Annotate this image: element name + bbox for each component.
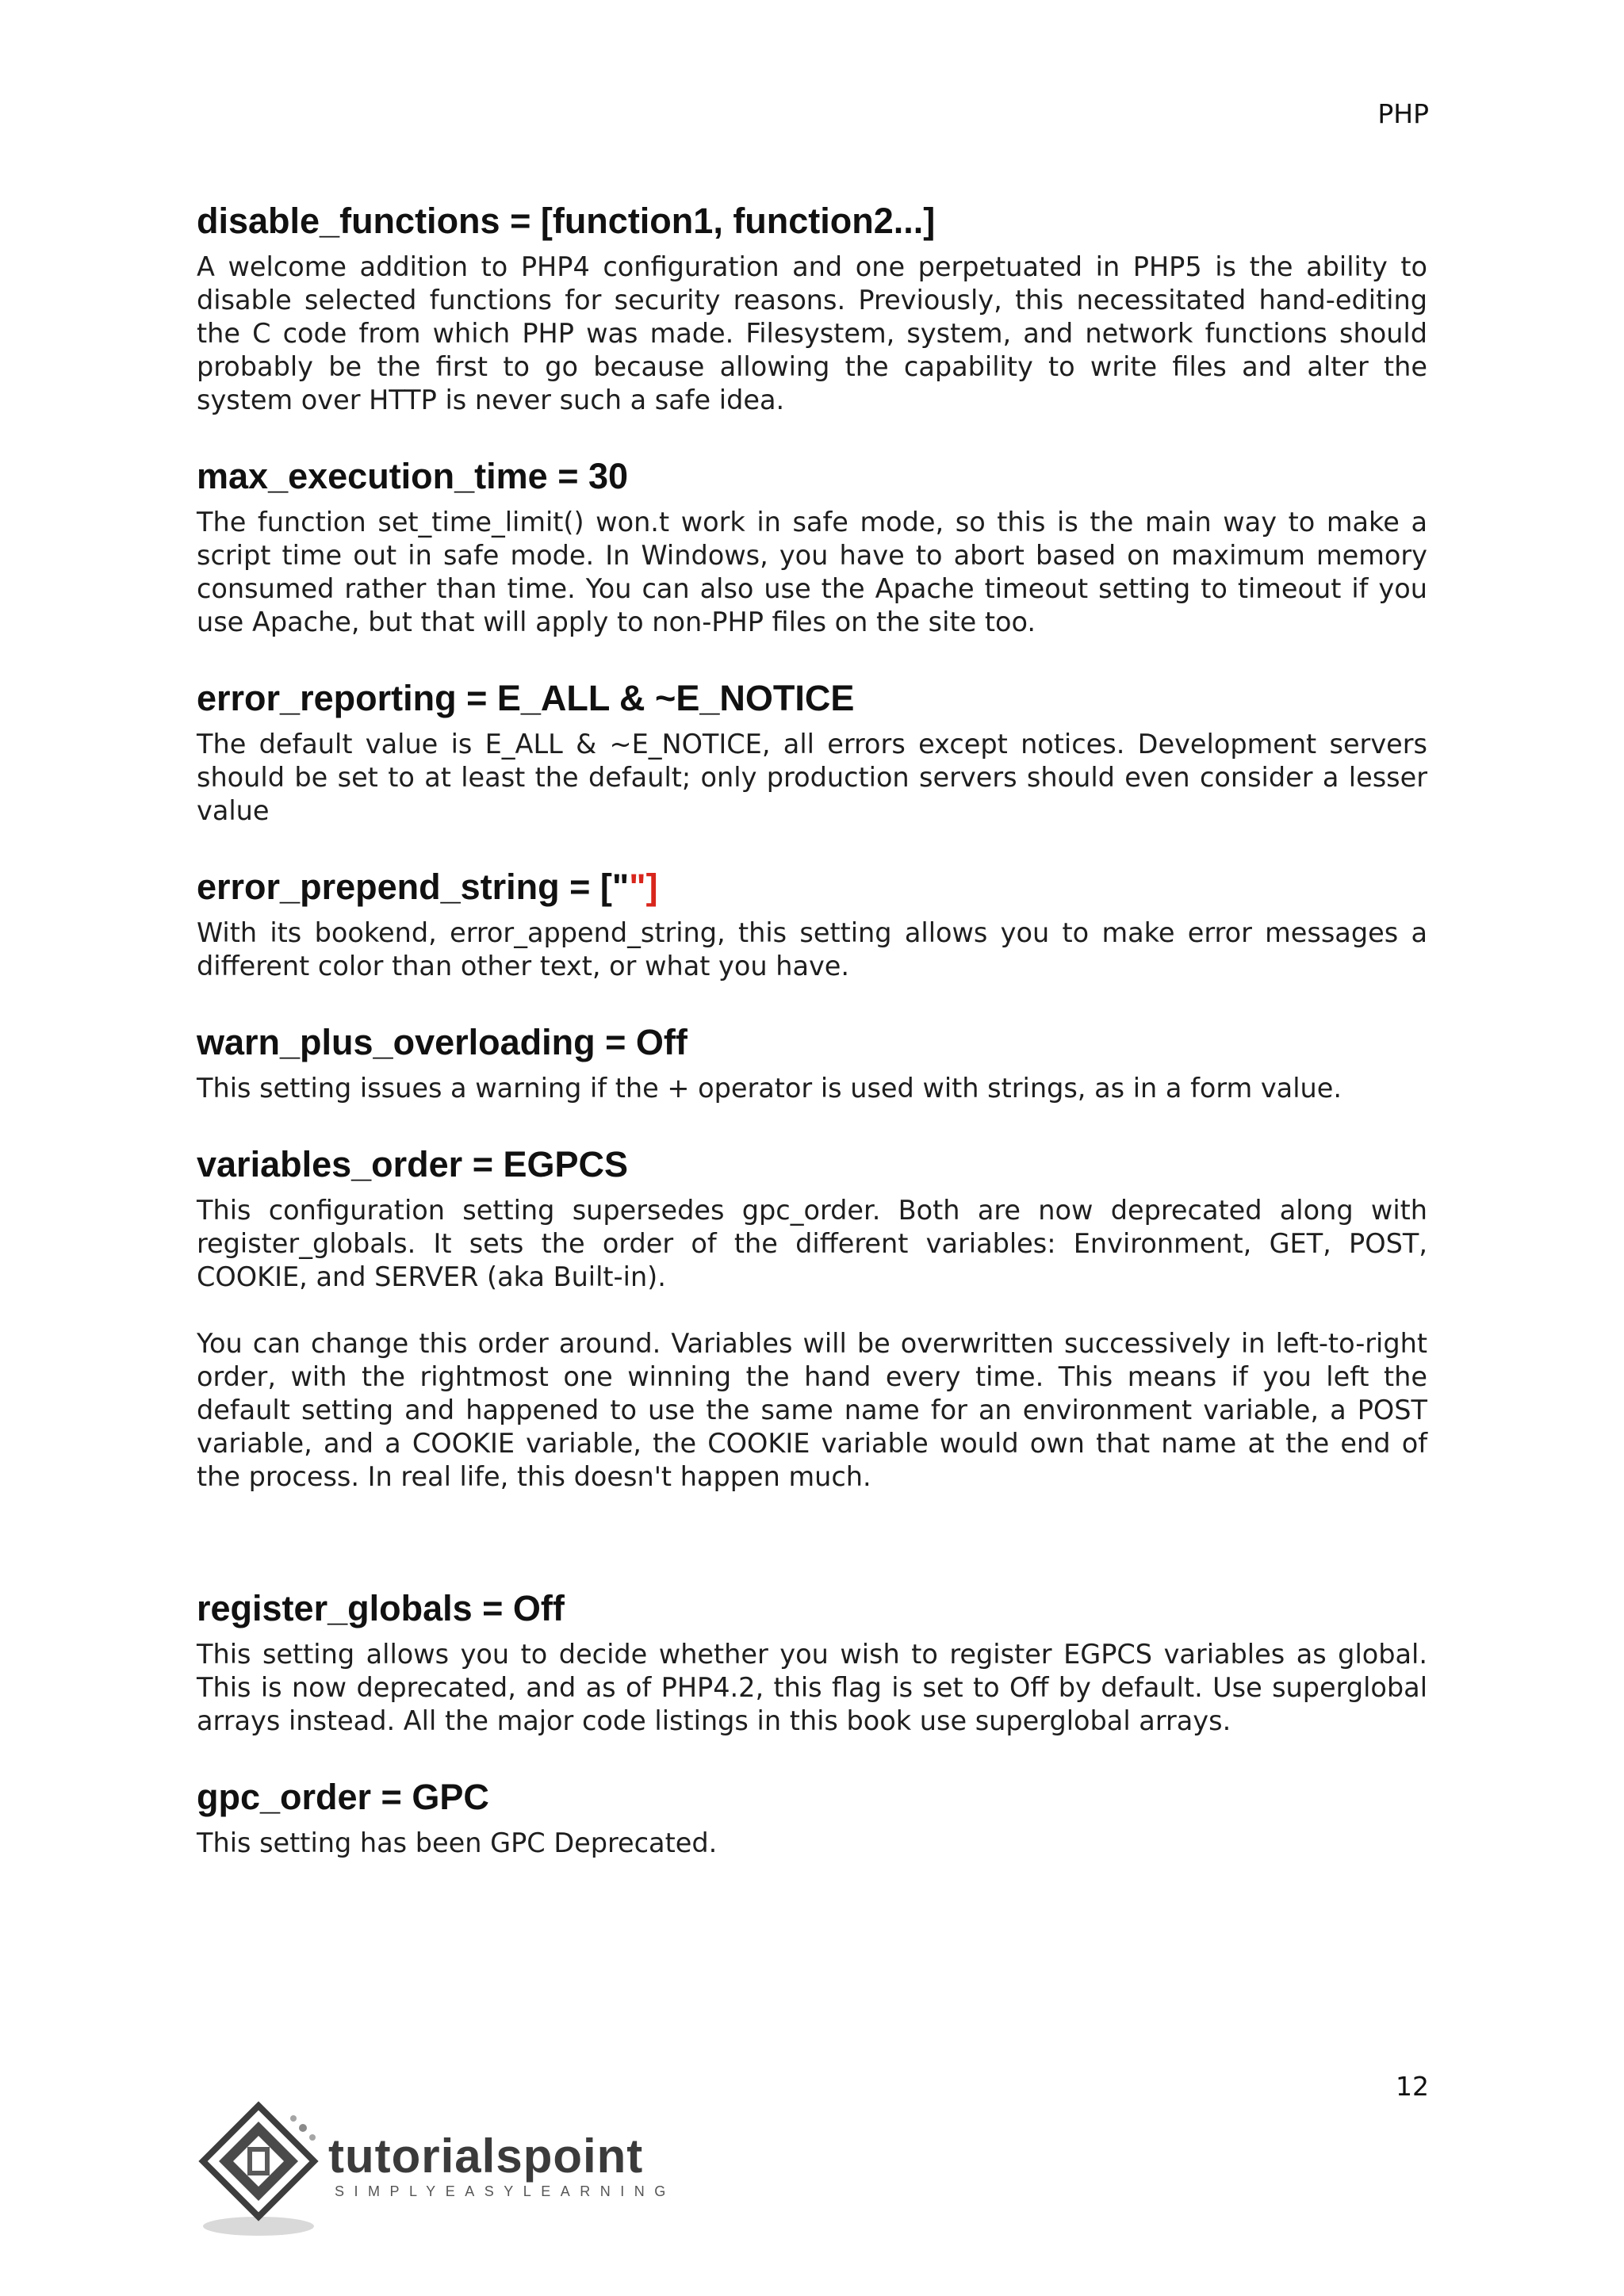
paragraph-spacer (197, 1294, 1427, 1327)
section-warn-plus-overloading (197, 1021, 1427, 1105)
section-paragraph: This setting has been GPC Deprecated. (197, 1827, 718, 1858)
section-paragraph: You can change this order around. Variables will be overwritten successively in left-to-right order, with the rightmost one winning the hand every time. This means if you left the default setting and happened to use the same name for an environment variable, a POST variable, and a COOKIE variable, the COOKIE variable would own that name at the end of the process. In real life, this doesn't happen much. (197, 1328, 1427, 1492)
section-disable-functions (197, 200, 1427, 417)
section-paragraph: This configuration setting supersedes gpc_order. Both are now deprecated along with register_globals. It sets the order of the different variables: Environment, GET, POST, COOKIE, and SERVER (aka Built-in). (197, 1195, 1427, 1292)
section-register-globals (197, 1587, 1427, 1738)
section-variables-order (197, 1143, 1427, 1549)
heading-red-suffix: "] (629, 867, 658, 907)
section-paragraph: A welcome addition to PHP4 configuration and one perpetuated in PHP5 is the ability to disable selected functions for security reasons. Previously, this necessitated hand-editing the C code from which PHP was made. Filesystem, system, and network functions should probably be the first to go because allowing the capability to write files and alter the system over HTTP is never such a safe idea. (197, 251, 1427, 415)
logo-wordmark: tutorialspoint (328, 2130, 644, 2183)
section-paragraph: The function set_time_limit() won.t work in safe mode, so this is the main way to make a script time out in safe mode. In Windows, you have to abort based on maximum memory consumed rather than time. You can also use the Apache timeout setting to timeout if you use Apache, but that will apply to non-PHP files on the site too. (197, 507, 1427, 637)
section-heading: max_execution_time = 30 (197, 456, 629, 496)
section-paragraph: This setting allows you to decide whether you wish to register EGPCS variables as global. This is now deprecated, and as of PHP4.2, this flag is set to Off by default. Use superglobal arrays instead. All the major code listings in this book use superglobal arrays. (197, 1639, 1427, 1736)
section-heading: disable_functions = [function1, function2...] (197, 201, 936, 241)
logo-tagline: SIMPLYEASYLEARNING (335, 2183, 676, 2199)
section-paragraph: With its bookend, error_append_string, this setting allows you to make error messages a different color than other text, or what you have. (197, 917, 1427, 982)
section-error-reporting (197, 677, 1427, 828)
section-error-prepend-string (197, 866, 1427, 983)
running-header: PHP (1377, 98, 1429, 129)
section-heading (197, 866, 1427, 909)
tutorialspoint-logo (195, 2101, 687, 2244)
logo-emblem-icon (195, 2101, 338, 2244)
section-heading: warn_plus_overloading = Off (197, 1022, 688, 1062)
page-content (197, 200, 1427, 1898)
paragraph-spacer (197, 1494, 1427, 1549)
heading-prefix: error_prepend_string = [" (197, 867, 630, 907)
section-heading: variables_order = EGPCS (197, 1144, 629, 1184)
section-paragraph: This setting issues a warning if the + operator is used with strings, as in a form value. (197, 1073, 1342, 1104)
section-max-execution-time (197, 455, 1427, 639)
page-number: 12 (1396, 2071, 1429, 2102)
section-heading: error_reporting = E_ALL & ~E_NOTICE (197, 678, 855, 718)
section-gpc-order (197, 1776, 1427, 1860)
section-heading: gpc_order = GPC (197, 1777, 489, 1817)
section-paragraph: The default value is E_ALL & ~E_NOTICE, all errors except notices. Development servers should be set to at least the default; only production servers should even consider a lesser value (197, 729, 1427, 826)
section-heading: register_globals = Off (197, 1588, 565, 1628)
